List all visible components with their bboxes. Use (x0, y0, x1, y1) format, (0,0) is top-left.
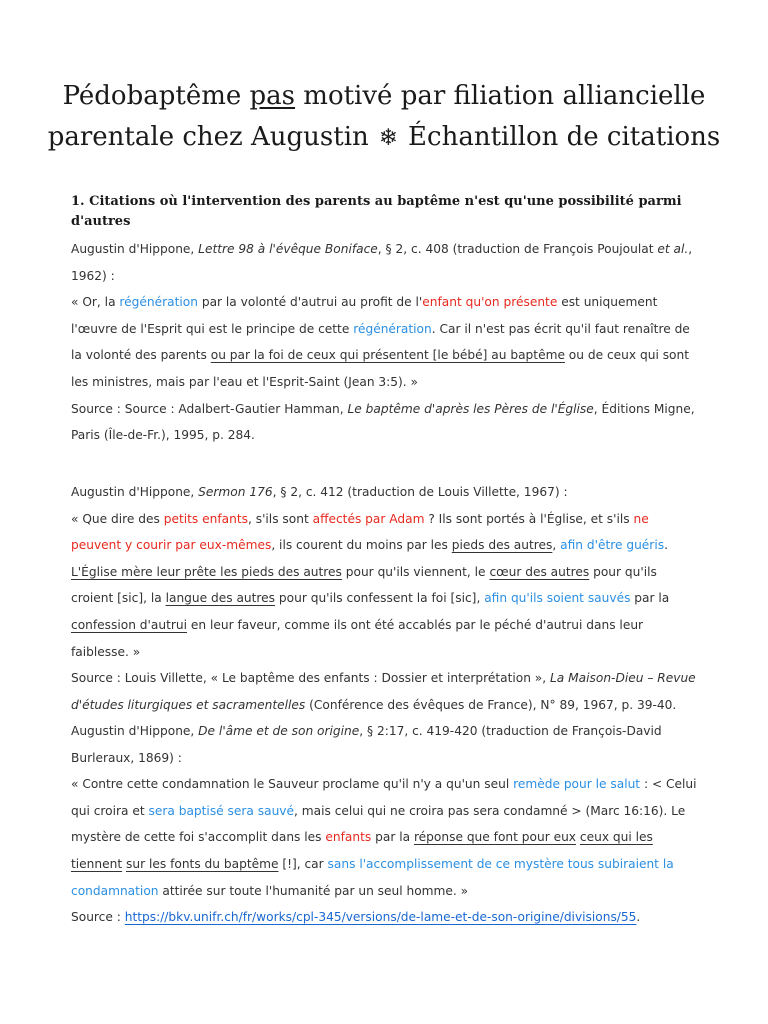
title-underlined-word: pas (249, 81, 296, 111)
citation-block-2 (71, 479, 701, 718)
citation-source: Source : https://bkv.unifr.ch/fr/works/cpl-345/versions/de-lame-et-de-son-origine/divisions/55. (71, 910, 641, 925)
citation-quote: « Que dire des petits enfants, s'ils sont affectés par Adam ? Ils sont portés à l'Église, et s'ils ne peuvent y courir par eux-mêmes, ils courent du moins par les pieds des autres, afin d'être guéris. L'Église mère leur prête les pieds des autres pour qu'ils viennent, le cœur des autres pour qu'ils croient [sic], la langue des autres pour qu'ils confessent la foi [sic], afin qu'ils soient sauvés par la confession d'autrui en leur faveur, comme ils ont été accablés par le péché d'autrui dans leur faiblesse. » (71, 511, 670, 659)
page-title: Pédobaptême pas motivé par filiation alliancielle parentale chez Augustin ❄ Échantillon de citations (47, 81, 721, 152)
citation-block-1 (71, 236, 701, 449)
citation-quote: « Contre cette condamnation le Sauveur proclame qu'il n'y a qu'un seul remède pour le salut : < Celui qui croira et sera baptisé sera sauvé, mais celui qui ne croira pas sera condamné > (Marc 16:16). Le mystère de cette foi s'accomplit dans les enfants par la réponse que font pour eux ceux qui les tiennent sur les fonts du baptême [!], car sans l'accomplissement de ce mystère tous subiraient la condamnation attirée sur toute l'humanité par un seul homme. » (71, 777, 697, 898)
citation-reference: Augustin d'Hippone, Sermon 176, § 2, c. 412 (traduction de Louis Villette, 1967) : (71, 485, 568, 499)
citation-quote: « Or, la régénération par la volonté d'autrui au profit de l'enfant qu'on présente est uniquement l'œuvre de l'Esprit qui est le principe de cette régénération. Car il n'est pas écrit qu'il faut renaître de la volonté des parents ou par la foi de ceux qui présentent [le bébé] au baptême ou de ceux qui sont les ministres, mais par l'eau et l'Esprit-Saint (Jean 3:5). » (71, 295, 690, 389)
citation-reference: Augustin d'Hippone, De l'âme et de son origine, § 2:17, c. 419-420 (traduction de François-David Burleraux, 1869) : (71, 724, 662, 765)
section-heading: 1. Citations où l'intervention des parents au baptême n'est qu'une possibilité parmi d'autres (71, 194, 682, 229)
citation-source: Source : Source : Adalbert-Gautier Hamman, Le baptême d'après les Pères de l'Église, Éditions Migne, Paris (Île-de-Fr.), 1995, p. 284. (71, 401, 695, 443)
citation-source: Source : Louis Villette, « Le baptême des enfants : Dossier et interprétation », La Maison-Dieu – Revue d'études liturgiques et sacramentelles (Conférence des évêques de France), N° 89, 1967, p. 39-40. (71, 671, 696, 712)
citation-reference: Augustin d'Hippone, Lettre 98 à l'évêque Boniface, § 2, c. 408 (traduction de François Poujoulat et al., 1962) : (71, 242, 693, 283)
source-link[interactable]: https://bkv.unifr.ch/fr/works/cpl-345/versions/de-lame-et-de-son-origine/divisions/55 (124, 910, 637, 925)
snowflake-separator-icon: ❄ (378, 125, 399, 151)
citation-block-3 (71, 718, 701, 931)
